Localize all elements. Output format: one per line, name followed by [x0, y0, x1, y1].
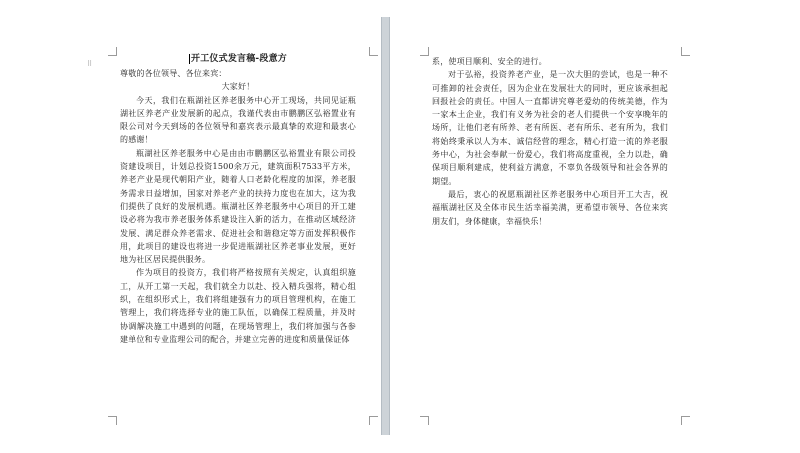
move-handle-icon[interactable]: ⠿	[87, 60, 93, 68]
paragraph: 今天，我们在瓶湖社区养老服务中心开工现场，共同见证瓶湖社区养老产业发展新的起点，我谨代表由市鹏鹏区弘裕置业有限公司对今天到场的各位领导和嘉宾表示最真挚的欢迎和最衷心的感谢！	[120, 95, 356, 145]
document-page-1[interactable]	[108, 17, 378, 435]
document-page-2[interactable]	[420, 17, 690, 435]
crop-mark-bottom-right	[681, 416, 690, 425]
salutation: 尊敬的各位领导、各位来宾：	[120, 69, 227, 78]
crop-mark-top-left	[420, 47, 429, 56]
crop-mark-top-right	[681, 47, 690, 56]
paragraph: 作为项目的投资方，我们将严格按照有关规定，认真组织施工，从开工第一天起，我们就全力以赴、投入精兵强将，精心组织，在组织形式上，我们将组建强有力的项目管理机构，在施工管理上，我们将选择专业的施工队伍，以确保工程质量，并及时协调解决施工中遇到的问题，在现场管理上，我们将加强与各参建单位和专业监理公司的配合，并建立完善的进度和质量保证体	[120, 268, 356, 344]
crop-mark-bottom-left	[108, 416, 117, 425]
paragraph: 瓶湖社区养老服务中心是由由市鹏鹏区弘裕置业有限公司投资建设项目，计划总投资1500余万元，建筑面积7533平方米，养老产业是现代朝阳产业，随着人口老龄化程度的加深，养老服务需求日益增加，国家对养老产业的扶持力度也在加大，这为我们提供了良好的发展机遇。瓶湖社区养老服务中心项目的开工建设必将为我市养老服务体系建设注入新的活力，在推动区域经济发展、满足群众养老需求、促进社会和谐稳定等方面发挥积极作用，此项目的建设也将进一步促进瓶湖社区养老事业发展，更好地为社区居民提供服务。	[120, 148, 356, 265]
paragraph: 最后，衷心的祝愿瓶湖社区养老服务中心项目开工大吉，祝福瓶湖社区及全体市民生活幸福美满，更希望市领导、各位来宾朋友们，身体健康，幸福快乐！	[432, 189, 668, 226]
paragraph: 对于弘裕，投资养老产业，是一次大胆的尝试，也是一种不可推卸的社会责任，因为企业在发展壮大的同时，更应该承担起回报社会的责任。中国人一直都讲究尊老爱幼的传统美德，作为一家本土企业，我们有义务为社会的老人们提供一个安享晚年的场所，让他们老有所养、老有所医、老有所乐、老有所为，我们将始终秉承以人为本、诚信经营的理念，精心打造一流的养老服务中心，为社会奉献一份爱心，我们将高度重视，全力以赴，确保项目顺利建成，使利益方满意，不辜负各级领导和社会各界的期望。	[432, 70, 668, 186]
paragraph: 系，使项目顺利、安全的进行。	[432, 57, 547, 66]
crop-mark-top-right	[369, 47, 378, 56]
page-1-body[interactable]	[120, 52, 356, 346]
crop-mark-bottom-left	[420, 416, 429, 425]
page-divider	[381, 17, 390, 435]
crop-mark-top-left	[108, 47, 117, 56]
crop-mark-bottom-right	[369, 416, 378, 425]
greeting: 大家好！	[221, 82, 255, 92]
document-title: 开工仪式发言稿-段意方	[191, 54, 287, 64]
page-2-body[interactable]	[432, 55, 668, 228]
text-cursor	[189, 54, 190, 64]
